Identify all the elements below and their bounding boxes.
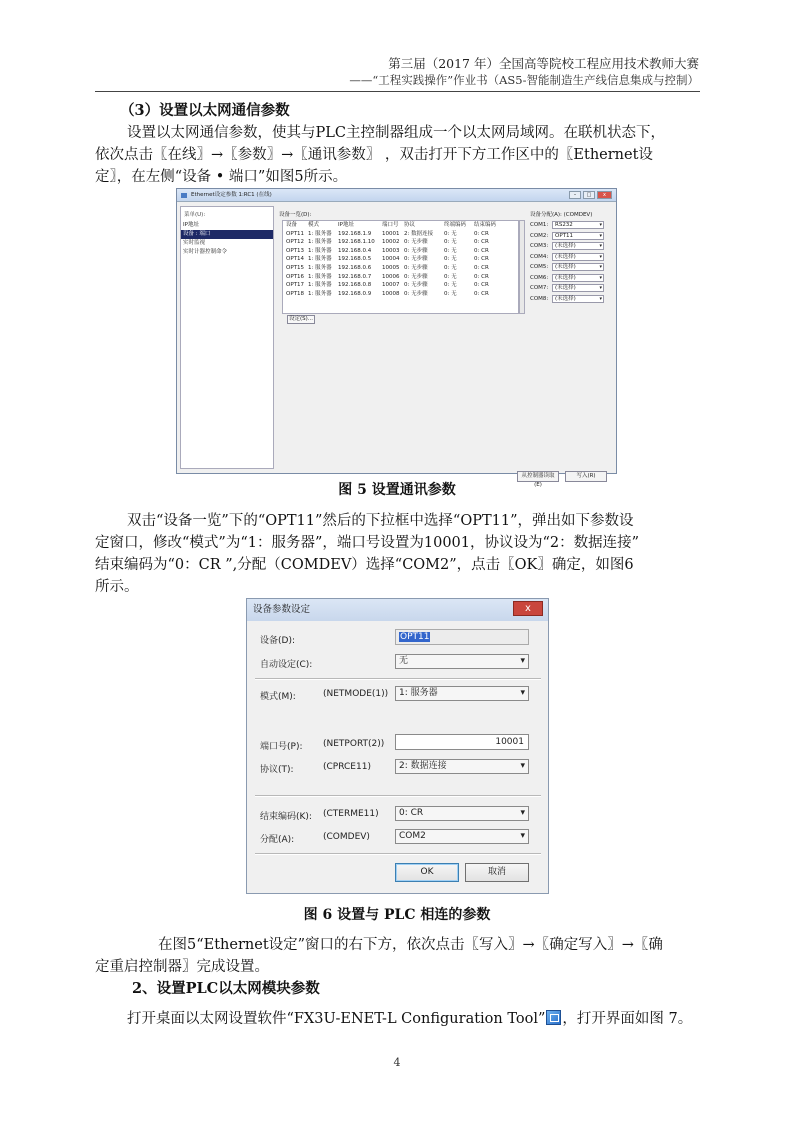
table-cell: 0: 无步骤 [404, 264, 428, 271]
menu-item-device-port[interactable]: 设备 : 端口 [181, 230, 273, 239]
load-from-controller-button[interactable]: 从控制器读取(E) [517, 471, 559, 482]
menu-item-control[interactable]: 实时计器控制命令 [183, 249, 228, 255]
table-scrollbar[interactable] [519, 220, 525, 314]
table-cell: 10005 [382, 264, 400, 271]
col-ip: IP地址 [338, 222, 354, 228]
mode-code: (NETMODE(1)) [323, 689, 389, 699]
minimize-button[interactable]: – [569, 191, 581, 199]
table-cell: 1: 服务器 [308, 256, 332, 263]
table-cell: 0: 无步骤 [404, 273, 428, 280]
col-terminal-code: 终端编码 [444, 222, 467, 228]
table-row[interactable] [283, 247, 518, 256]
com-assign-select[interactable]: OPT11 ▾ [552, 232, 604, 240]
com-assign-select[interactable]: (未选择) ▾ [552, 295, 604, 303]
device-settings-panel [277, 206, 613, 488]
assign-row [530, 241, 612, 252]
com-label: COM3: [530, 243, 549, 250]
table-cell: 0: 无 [444, 290, 457, 297]
table-cell: 192.168.0.6 [338, 264, 372, 271]
table-cell: OPT17 [286, 282, 305, 289]
assign-code: (COMDEV) [323, 832, 370, 842]
para2-line3: 结束编码为“0：CR ”,分配（COMDEV）选择“COM2”，点击〖OK〗确定，如图6 [95, 557, 634, 573]
col-end-code: 结束编码 [474, 222, 497, 228]
protocol-code: (CPRCE11) [323, 762, 371, 772]
com-assign-select[interactable]: (未选择) ▾ [552, 253, 604, 261]
table-header [283, 221, 518, 230]
protocol-label: 协议(T): [260, 765, 294, 775]
table-cell: 0: 无步骤 [404, 256, 428, 263]
com-label: COM6: [530, 274, 549, 281]
header-title: 第三届（2017 年）全国高等院校工程应用技术教师大赛 [388, 56, 699, 71]
table-cell: 10003 [382, 247, 400, 254]
table-cell: OPT15 [286, 264, 305, 271]
com-assign-select[interactable]: (未选择) ▾ [552, 263, 604, 271]
table-row[interactable] [283, 264, 518, 273]
col-protocol: 协议 [404, 222, 416, 228]
para1-line2: 依次点击〖在线〗→〖参数〗→〖通讯参数〗 ，双击打开下方工作区中的〖Ethernet设 [95, 147, 653, 163]
assign-row [530, 220, 612, 231]
assign-row [530, 283, 612, 294]
com-label: COM1: [530, 222, 549, 229]
com-assign-select[interactable]: (未选择) ▾ [552, 274, 604, 282]
assign-row [530, 262, 612, 273]
protocol-select[interactable]: 2: 数据连接 ▾ [395, 759, 529, 774]
app-icon [181, 193, 187, 198]
table-cell: 0: CR [474, 247, 489, 254]
table-cell: 0: CR [474, 273, 489, 280]
auto-setting-label: 自动设定(C): [260, 660, 313, 670]
table-cell: 10001 [382, 230, 400, 237]
ok-button[interactable]: OK [395, 863, 459, 882]
network-config-tool-icon [546, 1010, 561, 1025]
table-cell: 192.168.0.7 [338, 273, 372, 280]
para3-line1: 在图5“Ethernet设定”窗口的右下方，依次点击〖写入〗→〖确定写入〗→〖确 [158, 937, 663, 953]
maximize-button[interactable]: □ [583, 191, 595, 199]
para2-line4: 所示。 [95, 579, 139, 595]
dialog-titlebar [247, 599, 548, 621]
section3-heading: （3）设置以太网通信参数 [120, 102, 290, 119]
col-port: 端口号 [382, 222, 399, 228]
table-cell: 1: 服务器 [308, 264, 332, 271]
com-label: COM2: [530, 232, 549, 239]
menu-panel [180, 206, 274, 469]
table-cell: 192.168.1.9 [338, 230, 372, 237]
assign-row [530, 273, 612, 284]
table-cell: 0: 无 [444, 273, 457, 280]
table-cell: 192.168.0.8 [338, 282, 372, 289]
assign-row [530, 252, 612, 263]
table-cell: 192.168.0.4 [338, 247, 372, 254]
table-cell: 0: CR [474, 230, 489, 237]
end-code-code: (CTERME11) [323, 809, 379, 819]
table-cell: 1: 服务器 [308, 230, 332, 237]
para3-line2: 定重启控制器〗完成设置。 [95, 959, 269, 975]
table-cell: 0: CR [474, 264, 489, 271]
dialog-title: 设备参数设定 [253, 604, 311, 615]
com-label: COM7: [530, 285, 549, 292]
table-cell: 0: 无 [444, 230, 457, 237]
table-cell: 1: 服务器 [308, 239, 332, 246]
device-field[interactable] [395, 629, 529, 645]
table-cell: 192.168.1.10 [338, 239, 375, 246]
table-cell: 10008 [382, 290, 400, 297]
table-cell: 0: CR [474, 256, 489, 263]
com-assign-select[interactable]: RS232 ▾ [552, 221, 604, 229]
table-cell: 1: 服务器 [308, 247, 332, 254]
com-label: COM8: [530, 295, 549, 302]
com-assign-select[interactable]: (未选择) ▾ [552, 284, 604, 292]
assign-row [530, 231, 612, 242]
write-button[interactable]: 写入(R) [565, 471, 607, 482]
table-cell: 0: 无 [444, 282, 457, 289]
table-row[interactable] [283, 238, 518, 247]
divider [255, 678, 541, 680]
table-cell: 10007 [382, 282, 400, 289]
figure5-caption: 图 5 设置通讯参数 [338, 482, 456, 498]
table-cell: 0: CR [474, 290, 489, 297]
section2-text-post: ，打开界面如图 7。 [562, 1011, 693, 1027]
para2-line1: 双击“设备一览”下的“OPT11”然后的下拉框中选择“OPT11”，弹出如下参数设 [127, 513, 634, 529]
table-row[interactable] [283, 230, 518, 239]
device-assign-group [530, 210, 612, 304]
header-subtitle: ——“工程实践操作”作业书（AS5-智能制造生产线信息集成与控制） [349, 73, 699, 87]
table-cell: 10002 [382, 239, 400, 246]
assign-label: 设备分配(A): (COMDEV) [530, 212, 593, 218]
table-cell: 2: 数据连接 [404, 230, 434, 237]
section2-text-pre: 打开桌面以太网设置软件“FX3U-ENET-L Configuration Tool” [127, 1011, 546, 1027]
table-cell: OPT13 [286, 247, 305, 254]
table-cell: 0: 无 [444, 256, 457, 263]
window-titlebar [177, 189, 616, 202]
device-value: OPT11 [400, 632, 430, 642]
port-code: (NETPORT(2)) [323, 739, 385, 749]
table-cell: 1: 服务器 [308, 273, 332, 280]
set-button[interactable]: 设定(S)... [288, 316, 314, 322]
table-cell: 0: 无 [444, 264, 457, 271]
table-cell: OPT18 [286, 290, 305, 297]
device-parameter-dialog [246, 598, 549, 894]
header-divider [95, 91, 700, 92]
table-row[interactable] [283, 273, 518, 282]
window-title: Ethernet设定参数 1:RC1 (在线) [191, 192, 272, 198]
section2-line [127, 1008, 735, 1030]
section2-heading: 2、设置PLC以太网模块参数 [132, 980, 320, 997]
para2-line2: 定窗口，修改“模式”为“1：服务器”，端口号设置为10001，协议设为“2：数据连接” [95, 535, 640, 551]
auto-setting-select[interactable]: 无 ▾ [395, 654, 529, 669]
table-cell: 0: CR [474, 282, 489, 289]
table-cell: OPT16 [286, 273, 305, 280]
assign-label: 分配(A): [260, 835, 295, 845]
table-cell: 0: 无 [444, 239, 457, 246]
cancel-button[interactable]: 取消 [465, 863, 529, 882]
device-label: 设备(D): [260, 636, 295, 646]
table-cell: 0: 无步骤 [404, 247, 428, 254]
mode-label: 模式(M): [260, 692, 296, 702]
table-cell: 192.168.0.9 [338, 290, 372, 297]
table-cell: 1: 服务器 [308, 290, 332, 297]
assign-row [530, 294, 612, 305]
table-row[interactable] [283, 255, 518, 264]
table-row[interactable] [283, 290, 518, 299]
com-assign-select[interactable]: (未选择) ▾ [552, 242, 604, 250]
com-label: COM4: [530, 253, 549, 260]
port-input[interactable]: 10001 [395, 734, 529, 750]
close-button[interactable]: x [597, 191, 612, 199]
table-cell: 10006 [382, 273, 400, 280]
table-cell: 0: 无 [444, 247, 457, 254]
mode-select[interactable]: 1: 服务器 ▾ [395, 686, 529, 701]
divider [255, 795, 541, 797]
port-label: 端口号(P): [260, 742, 303, 752]
device-table [282, 220, 519, 314]
end-code-select[interactable]: 0: CR ▾ [395, 806, 529, 821]
table-cell: 0: 无步骤 [404, 290, 428, 297]
menu-item-monitor[interactable]: 实时监视 [183, 240, 206, 246]
table-cell: 0: CR [474, 239, 489, 246]
figure6-caption: 图 6 设置与 PLC 相连的参数 [303, 907, 491, 923]
para1-line3: 定〗，在左侧“设备 • 端口”如图5所示。 [95, 169, 348, 185]
device-list-label: 设备一览(D): [279, 212, 312, 218]
table-cell: 0: 无步骤 [404, 239, 428, 246]
table-cell: 1: 服务器 [308, 282, 332, 289]
table-cell: 0: 无步骤 [404, 282, 428, 289]
table-row[interactable] [283, 281, 518, 290]
page-number: 4 [393, 1056, 401, 1069]
close-button[interactable]: x [513, 601, 543, 616]
table-cell: OPT14 [286, 256, 305, 263]
assign-select[interactable]: COM2 ▾ [395, 829, 529, 844]
table-cell: OPT11 [286, 230, 305, 237]
col-device: 设备 [286, 222, 298, 228]
menu-header: 菜单(U): [184, 212, 206, 218]
col-mode: 模式 [308, 222, 320, 228]
menu-item-ip[interactable]: IP地址 [183, 222, 199, 228]
table-cell: 192.168.0.5 [338, 256, 372, 263]
end-code-label: 结束编码(K): [260, 812, 312, 822]
divider [255, 853, 541, 855]
ethernet-settings-window [176, 188, 617, 488]
table-cell: OPT12 [286, 239, 305, 246]
para1-line1: 设置以太网通信参数，使其与PLC主控制器组成一个以太网局域网。在联机状态下， [127, 125, 665, 141]
com-label: COM5: [530, 264, 549, 271]
table-cell: 10004 [382, 256, 400, 263]
